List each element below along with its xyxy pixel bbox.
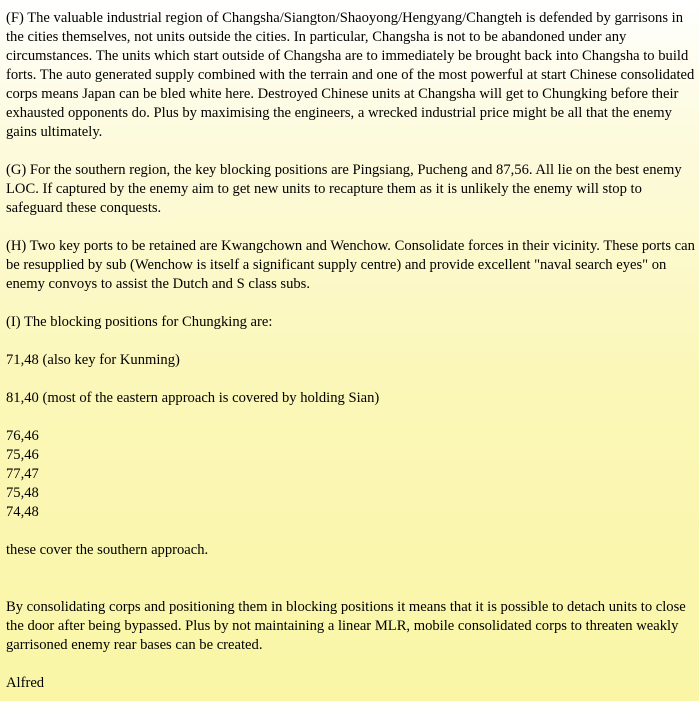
south-position-5: 74,48 bbox=[6, 504, 39, 520]
closing-paragraph: By consolidating corps and positioning them in blocking positions it means that it is possible to detach units to close the door after being bypassed. Plus by not maintaining a linear MLR, mobile consolidated corps to threaten weakly garrisoned enemy rear bases can be created. bbox=[6, 599, 686, 653]
south-position-3: 77,47 bbox=[6, 466, 39, 482]
paragraph-h: (H) Two key ports to be retained are Kwangchown and Wenchow. Consolidate forces in their vicinity. These ports can be resupplied by sub (Wenchow is itself a significant supply centre) and provide excellent "naval search eyes" on enemy convoys to assist the Dutch and S class subs. bbox=[6, 238, 695, 292]
paragraph-i: (I) The blocking positions for Chungking are: bbox=[6, 314, 273, 330]
forum-post-body bbox=[6, 9, 696, 712]
signature: Alfred bbox=[6, 675, 45, 691]
blocking-position-2: 81,40 (most of the eastern approach is covered by holding Sian) bbox=[6, 390, 380, 406]
south-position-4: 75,48 bbox=[6, 485, 39, 501]
south-position-2: 75,46 bbox=[6, 447, 39, 463]
south-position-1: 76,46 bbox=[6, 428, 39, 444]
paragraph-g: (G) For the southern region, the key blocking positions are Pingsiang, Pucheng and 87,56. All lie on the best enemy LOC. If captured by the enemy aim to get new units to recapture them as it is unlikely the enemy will stop to safeguard these conquests. bbox=[6, 162, 682, 216]
paragraph-f: (F) The valuable industrial region of Changsha/Siangton/Shaoyong/Hengyang/Changteh is defended by garrisons in the cities themselves, not units outside the cities. In particular, Changsha is not to be abandoned under any circumstances. The units which start outside of Changsha are to immediately be brought back into Changsha to build forts. The auto generated supply combined with the terrain and one of the most powerful at start Chinese consolidated corps means Japan can be bled white here. Destroyed Chinese units at Changsha will get to Chungking before their exhausted opponents do. Plus by maximising the engineers, a wrecked industrial price might be all that the enemy gains ultimately. bbox=[6, 10, 695, 140]
south-note: these cover the southern approach. bbox=[6, 542, 209, 558]
blocking-position-1: 71,48 (also key for Kunming) bbox=[6, 352, 180, 368]
